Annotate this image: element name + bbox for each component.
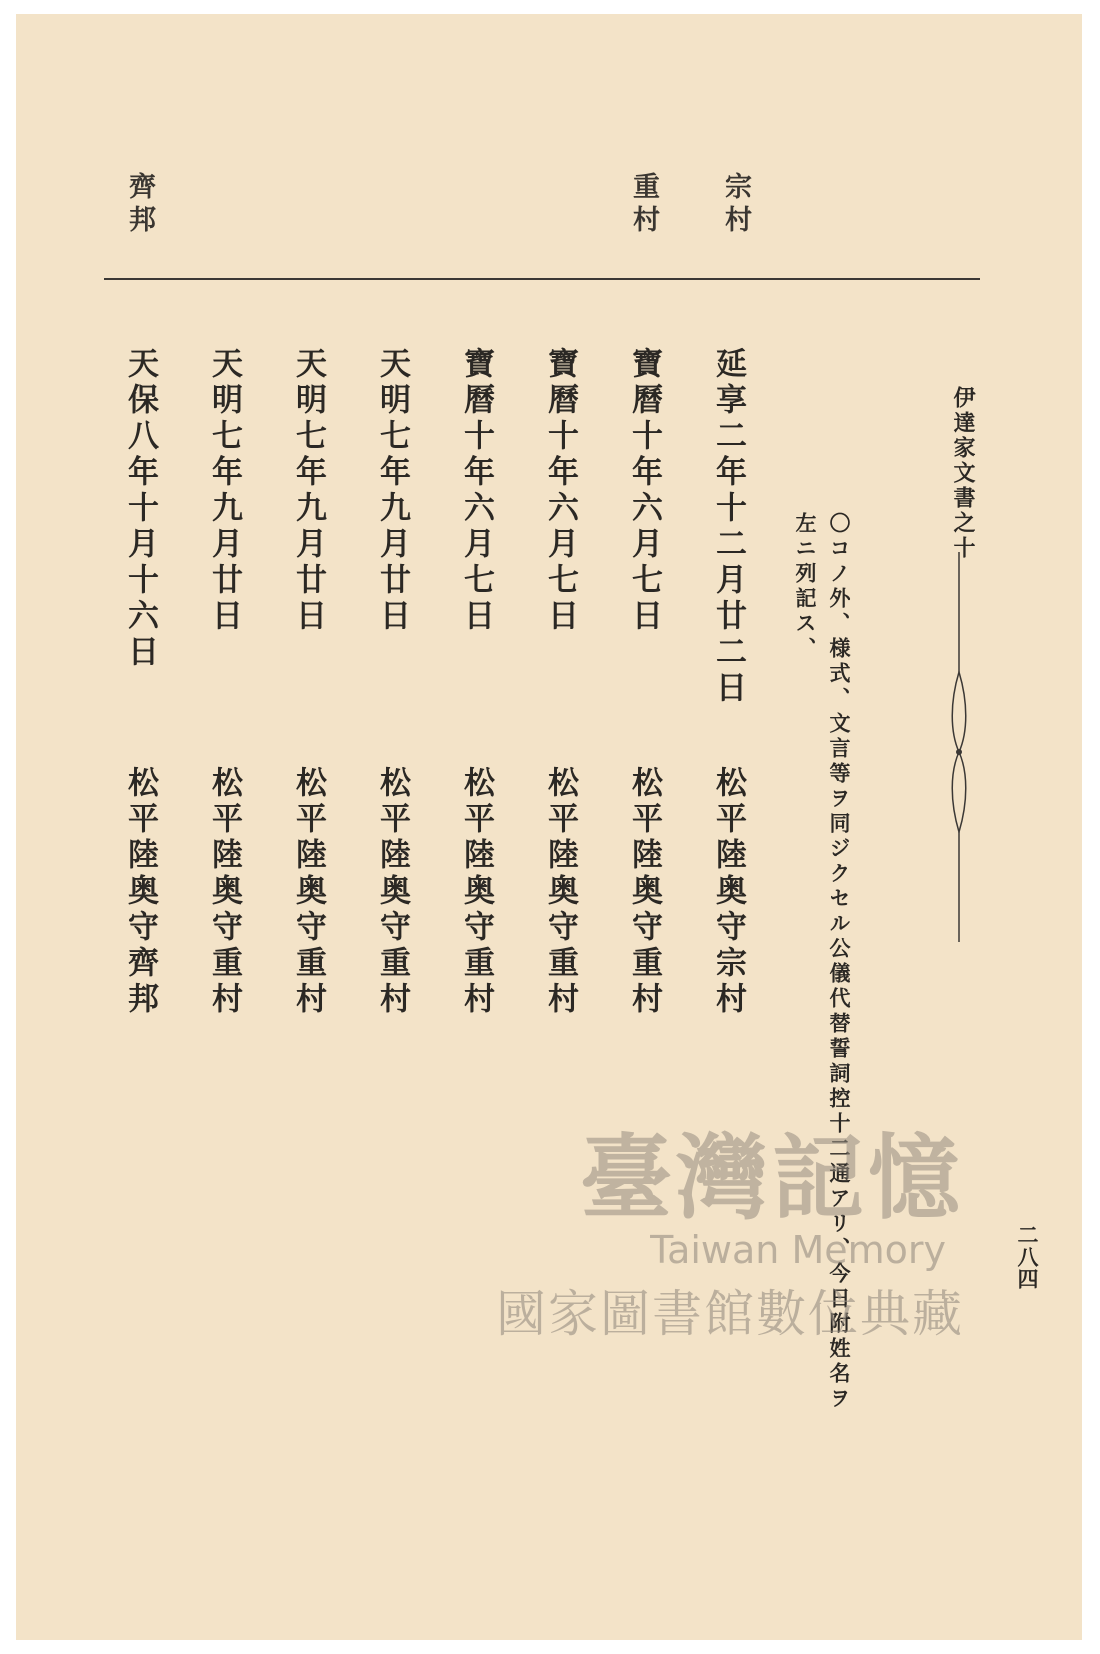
signature-shigemura: 重村 — [628, 172, 659, 238]
library-watermark — [496, 1124, 964, 1346]
entry-date-6: 天明七年九月廿日 — [290, 347, 326, 635]
entry-name-7: 松平陸奥守重村 — [206, 766, 242, 1018]
editorial-note-line2: 左ニ列記ス、 — [793, 512, 818, 662]
entry-name-5: 松平陸奥守重村 — [374, 766, 410, 1018]
entry-date-5: 天明七年九月廿日 — [374, 347, 410, 635]
entry-name-8: 松平陸奥守齊邦 — [122, 766, 158, 1018]
signature-narikuni: 齊邦 — [124, 172, 155, 238]
entry-date-1: 延享二年十二月廿二日 — [710, 347, 746, 707]
entry-name-2: 松平陸奥守重村 — [626, 766, 662, 1018]
watermark-title: 臺灣記憶 — [579, 1124, 964, 1232]
running-header: 伊達家文書之十 — [950, 386, 976, 561]
entry-name-4: 松平陸奥守重村 — [458, 766, 494, 1018]
document-page — [16, 14, 1082, 1640]
entry-date-4: 寶曆十年六月七日 — [458, 347, 494, 635]
signature-munemura: 宗村 — [720, 172, 751, 238]
watermark-subtitle: 國家圖書館數位典藏 — [496, 1285, 964, 1343]
entry-name-6: 松平陸奥守重村 — [290, 766, 326, 1018]
entry-name-1: 松平陸奥守宗村 — [710, 766, 746, 1018]
entry-date-2: 寶曆十年六月七日 — [626, 347, 662, 635]
horizontal-divider — [104, 278, 980, 280]
page-number: 二八四 — [1015, 1224, 1040, 1290]
entry-name-3: 松平陸奥守重村 — [542, 766, 578, 1018]
entry-date-8: 天保八年十月十六日 — [122, 347, 158, 671]
watermark-english: Taiwan Memory — [650, 1228, 946, 1272]
editorial-note-line1: 〇コノ外、様式、文言等ヲ同ジクセル公儀代替誓詞控十二通アリ、今日附姓名ヲ — [827, 512, 852, 1412]
ornament-rule — [946, 552, 972, 942]
entry-date-7: 天明七年九月廿日 — [206, 347, 242, 635]
entry-date-3: 寶曆十年六月七日 — [542, 347, 578, 635]
